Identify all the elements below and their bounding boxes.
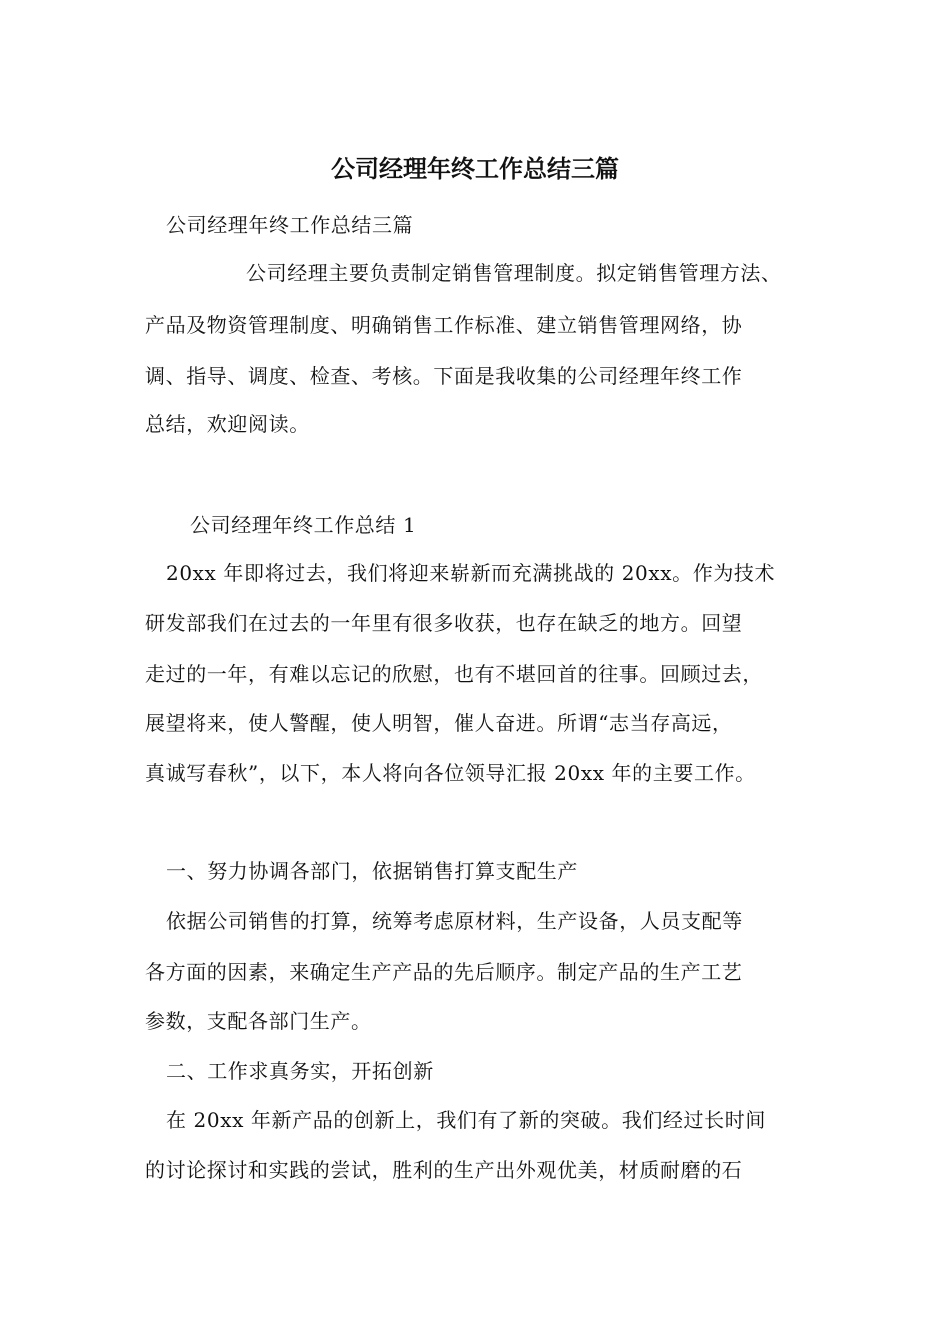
section-heading-1: 公司经理年终工作总结 1: [190, 513, 417, 537]
intro-line-4: 总结，欢迎阅读。: [145, 412, 310, 436]
document-subtitle: 公司经理年终工作总结三篇: [166, 213, 414, 237]
item2-line-2: 的讨论探讨和实践的尝试，胜利的生产出外观优美，材质耐磨的石: [145, 1158, 743, 1182]
section1-line-4: 展望将来，使人警醒，使人明智，催人奋进。所谓“志当存高远，: [145, 711, 733, 735]
section1-line-5: 真诚写春秋”，以下，本人将向各位领导汇报 20xx 年的主要工作。: [145, 761, 756, 785]
item-heading-1: 一、努力协调各部门，依据销售打算支配生产: [166, 859, 578, 883]
intro-line-1: 公司经理主要负责制定销售管理制度。拟定销售管理方法、: [246, 261, 782, 285]
item1-line-1: 依据公司销售的打算，统筹考虑原材料，生产设备，人员支配等: [166, 909, 743, 933]
intro-line-3: 调、指导、调度、检查、考核。下面是我收集的公司经理年终工作: [145, 364, 743, 388]
item1-line-3: 参数，支配各部门生产。: [145, 1009, 372, 1033]
section1-line-3: 走过的一年，有难以忘记的欣慰，也有不堪回首的往事。回顾过去，: [145, 662, 763, 686]
item1-line-2: 各方面的因素，来确定生产产品的先后顺序。制定产品的生产工艺: [145, 960, 743, 984]
item2-line-1: 在 20xx 年新产品的创新上，我们有了新的突破。我们经过长时间: [166, 1108, 766, 1132]
intro-line-2: 产品及物资管理制度、明确销售工作标准、建立销售管理网络，协: [145, 313, 743, 337]
item-heading-2: 二、工作求真务实，开拓创新: [166, 1059, 434, 1083]
document-title: 公司经理年终工作总结三篇: [331, 154, 619, 183]
section1-line-2: 研发部我们在过去的一年里有很多收获，也存在缺乏的地方。回望: [145, 611, 743, 635]
section1-line-1: 20xx 年即将过去，我们将迎来崭新而充满挑战的 20xx。作为技术: [166, 561, 776, 585]
